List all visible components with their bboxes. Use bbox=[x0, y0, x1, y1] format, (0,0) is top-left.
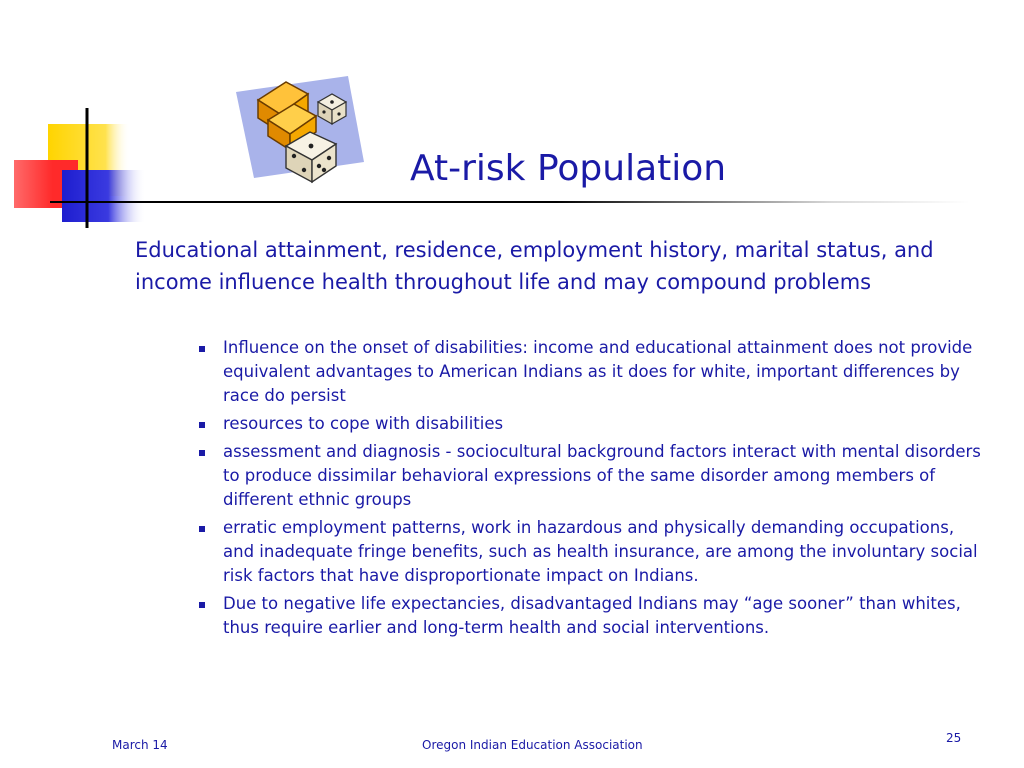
list-item bbox=[195, 336, 985, 408]
bullet-text: resources to cope with disabilities bbox=[223, 414, 504, 433]
list-item bbox=[195, 592, 985, 640]
gold-bars-and-dice-clipart bbox=[228, 70, 368, 185]
bullet-text: erratic employment patterns, work in hazardous and physically demanding occupations, and inadequate fringe benefits, such as health insurance, are among the involuntary social risk factors that have disproportionate impact on Indians. bbox=[223, 518, 978, 585]
bullet-text: Due to negative life expectancies, disadvantaged Indians may “age sooner” than whites, thus require earlier and long-term health and social interventions. bbox=[223, 594, 961, 637]
bullet-square-icon bbox=[199, 422, 205, 428]
bullet-text: Influence on the onset of disabilities: income and educational attainment does not provide equivalent advantages to American Indians as it does for white, important differences by race do persist bbox=[223, 338, 973, 405]
list-item bbox=[195, 516, 985, 588]
intro-paragraph: Educational attainment, residence, employment history, marital status, and income influence health throughout life and may compound problems bbox=[135, 238, 934, 294]
bullet-list bbox=[195, 336, 985, 644]
footer-date: March 14 bbox=[112, 738, 168, 752]
bullet-text: assessment and diagnosis - sociocultural background factors interact with mental disorders to produce dissimilar behavioral expressions of the same disorder among members of different ethnic groups bbox=[223, 442, 981, 509]
title-divider bbox=[50, 201, 970, 203]
page-number: 25 bbox=[946, 731, 962, 745]
bullet-square-icon bbox=[199, 346, 205, 352]
color-squares-decoration bbox=[0, 0, 150, 240]
bullet-square-icon bbox=[199, 602, 205, 608]
bullet-square-icon bbox=[199, 450, 205, 456]
bullet-square-icon bbox=[199, 526, 205, 532]
footer-organization: Oregon Indian Education Association bbox=[422, 738, 643, 752]
list-item bbox=[195, 412, 985, 436]
list-item bbox=[195, 440, 985, 512]
slide-title: At-risk Population bbox=[410, 148, 727, 189]
